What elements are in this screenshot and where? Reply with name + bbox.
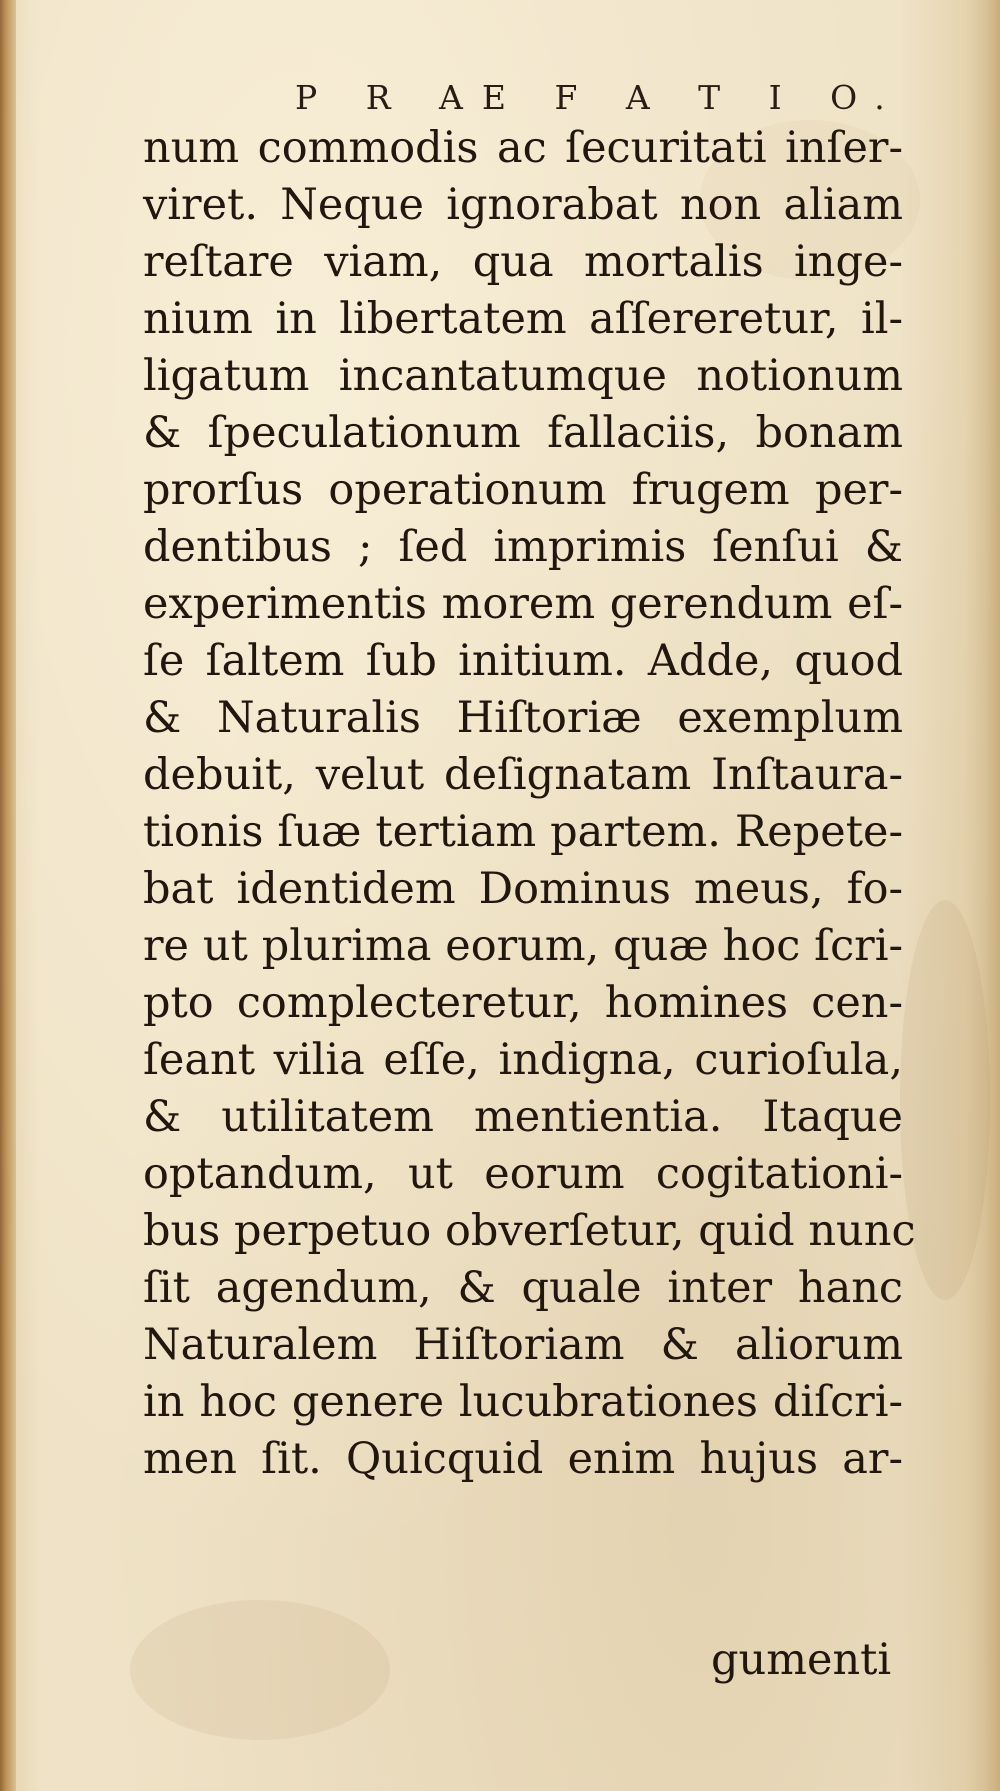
- text-line: experimentis morem gerendum eſ-: [143, 579, 903, 629]
- text-line: & Naturalis Hiſtoriæ exemplum: [143, 693, 903, 743]
- text-line: ſe ſaltem ſub initium. Adde, quod: [143, 636, 903, 686]
- text-line: in hoc genere lucubrationes diſcri-: [143, 1377, 903, 1427]
- text-line: ſeant vilia eſſe, indigna, curioſula,: [143, 1035, 903, 1085]
- text-line: & utilitatem mentientia. Itaque: [143, 1092, 903, 1142]
- text-line: men ſit. Quicquid enim hujus ar-: [143, 1434, 903, 1484]
- running-head: P R AE F A T I O.: [295, 78, 904, 117]
- text-line: & ſpeculationum fallaciis, bonam: [143, 408, 903, 458]
- text-line: reſtare viam, qua mortalis inge-: [143, 237, 903, 287]
- text-line: nium in libertatem aſſereretur, il-: [143, 294, 903, 344]
- text-line: bat identidem Dominus meus, fo-: [143, 864, 903, 914]
- text-line: bus perpetuo obverſetur, quid nunc: [143, 1206, 916, 1256]
- text-line: pto complecteretur, homines cen-: [143, 978, 903, 1028]
- text-line: ligatum incantatumque notionum: [143, 351, 903, 401]
- paper-stain: [130, 1600, 390, 1740]
- text-line: Naturalem Hiſtoriam & aliorum: [143, 1320, 903, 1370]
- catchword: gumenti: [711, 1635, 892, 1685]
- text-line: debuit, velut deſignatam Inſtaura-: [143, 750, 903, 800]
- body-text: [143, 120, 916, 1488]
- binding-edge: [0, 0, 16, 1791]
- text-line: viret. Neque ignorabat non aliam: [143, 180, 903, 230]
- text-line: tionis ſuæ tertiam partem. Repete-: [143, 807, 903, 857]
- text-line: dentibus ; ſed imprimis ſenſui &: [143, 522, 903, 572]
- text-line: re ut plurima eorum, quæ hoc ſcri-: [143, 921, 903, 971]
- text-line: ſit agendum, & quale inter hanc: [143, 1263, 903, 1313]
- text-line: optandum, ut eorum cogitationi-: [143, 1149, 903, 1199]
- text-line: num commodis ac ſecuritati inſer-: [143, 123, 903, 173]
- text-line: prorſus operationum frugem per-: [143, 465, 903, 515]
